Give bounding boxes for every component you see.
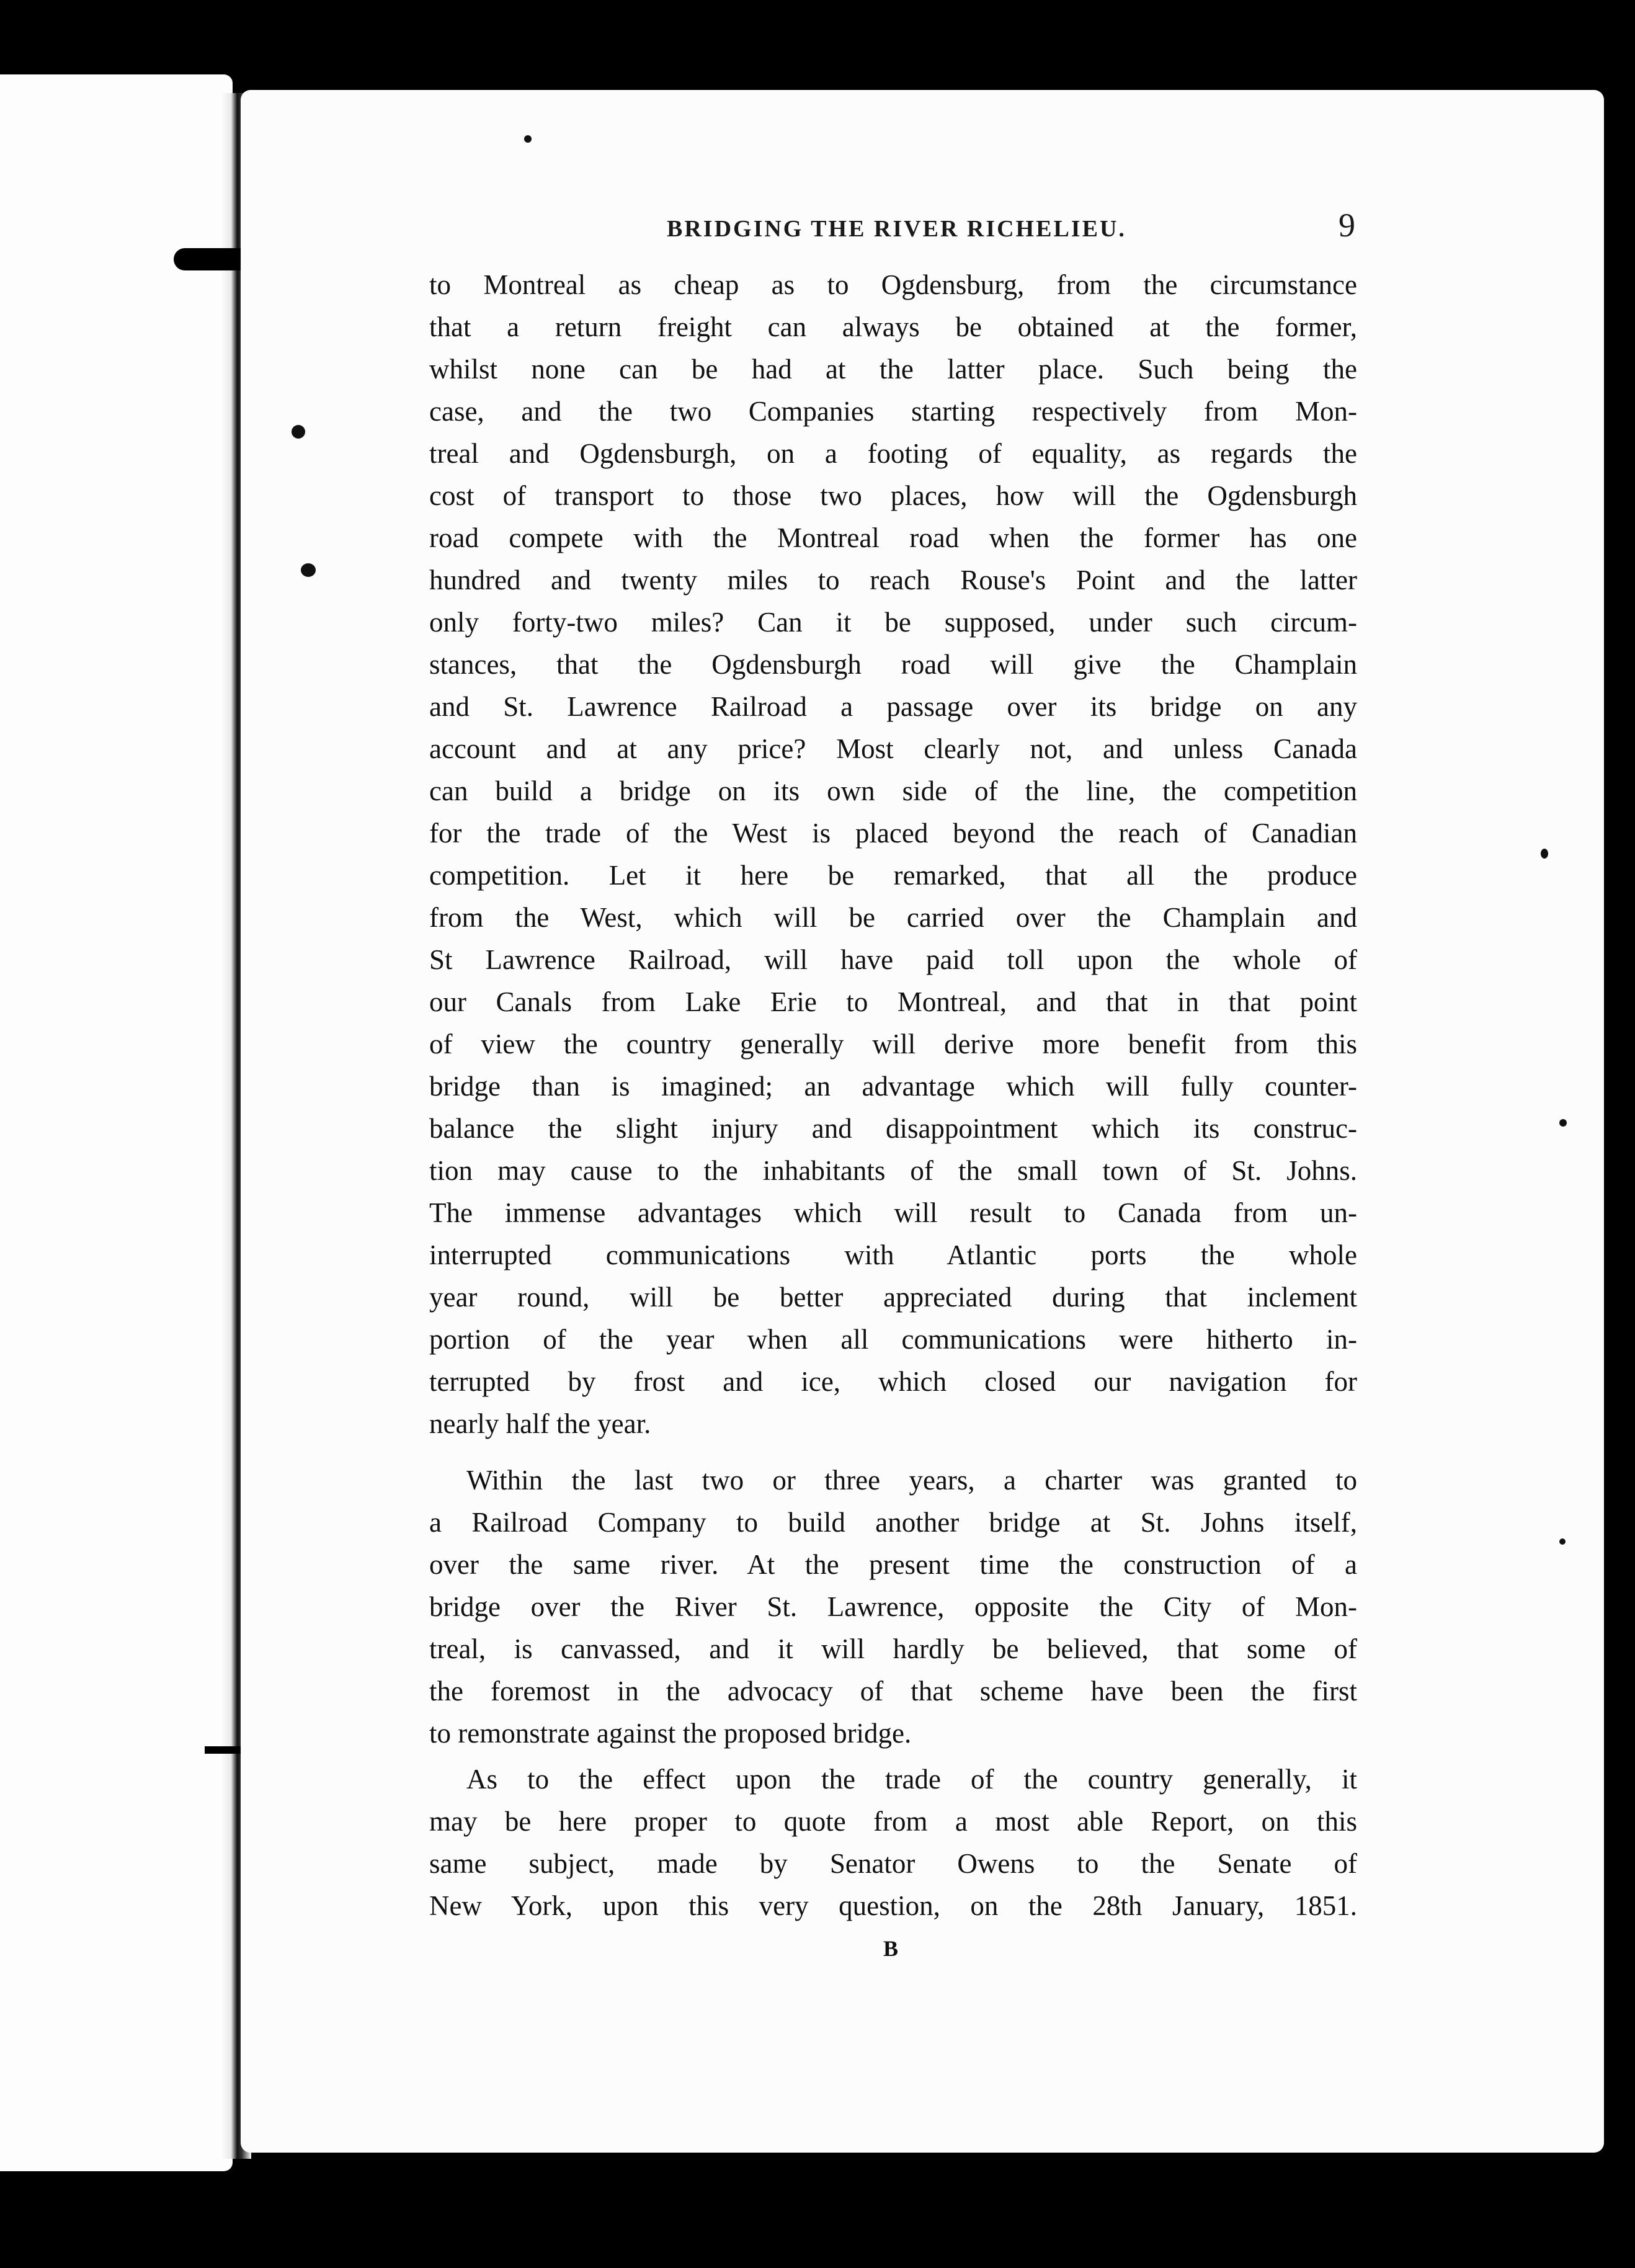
text-line: can build a bridge on its own side of the line, the competition [429,775,1357,806]
text-line: only forty-two miles? Can it be supposed, under such circum- [429,607,1357,638]
ink-speck [292,425,305,439]
text-line: The immense advantages which will result to Canada from un- [429,1197,1357,1228]
text-line: As to the effect upon the trade of the country generally, it [466,1764,1357,1795]
text-line: for the trade of the West is placed beyond the reach of Canadian [429,818,1357,849]
ink-speck [301,563,316,577]
text-line: terrupted by frost and ice, which closed our navigation for [429,1366,1357,1397]
page-number: 9 [1339,207,1355,244]
text-line: to Montreal as cheap as to Ogdensburg, from the circumstance [429,269,1357,300]
text-line: to remonstrate against the proposed bridge. [429,1718,912,1749]
text-line: hundred and twenty miles to reach Rouse's Point and the latter [429,565,1357,596]
text-line: interrupted communications with Atlantic ports the whole [429,1239,1357,1270]
text-line: treal, is canvassed, and it will hardly be believed, that some of [429,1633,1357,1664]
text-line: nearly half the year. [429,1408,651,1439]
ink-speck [524,135,532,143]
text-line: portion of the year when all communications were hitherto in- [429,1324,1357,1355]
text-line: our Canals from Lake Erie to Montreal, and that in that point [429,986,1357,1017]
text-line: account and at any price? Most clearly not, and unless Canada [429,733,1357,764]
text-line: that a return freight can always be obtained at the former, [429,311,1357,342]
text-line: the foremost in the advocacy of that scheme have been the first [429,1676,1357,1707]
text-line: from the West, which will be carried over the Champlain and [429,902,1357,933]
text-line: treal and Ogdensburgh, on a footing of equality, as regards the [429,438,1357,469]
text-line: a Railroad Company to build another bridge at St. Johns itself, [429,1507,1357,1538]
text-line: Within the last two or three years, a charter was granted to [466,1465,1357,1496]
signature-mark: B [883,1936,899,1961]
text-line: balance the slight injury and disappointment which its construc- [429,1113,1357,1144]
text-line: bridge over the River St. Lawrence, opposite the City of Mon- [429,1591,1357,1622]
text-line: stances, that the Ogdensburgh road will give the Champlain [429,649,1357,680]
text-line: year round, will be better appreciated during that inclement [429,1282,1357,1313]
text-line: may be here proper to quote from a most able Report, on this [429,1806,1357,1837]
text-line: bridge than is imagined; an advantage which will fully counter- [429,1071,1357,1102]
ink-speck [1559,1119,1567,1127]
text-line: tion may cause to the inhabitants of the small town of St. Johns. [429,1155,1357,1186]
text-line: whilst none can be had at the latter place. Such being the [429,354,1357,385]
text-line: cost of transport to those two places, how will the Ogdensburgh [429,480,1357,511]
text-line: St Lawrence Railroad, will have paid toll upon the whole of [429,944,1357,975]
text-line: road compete with the Montreal road when the former has one [429,522,1357,553]
text-line: of view the country generally will derive more benefit from this [429,1029,1357,1060]
previous-page-edge [0,74,233,2171]
text-line: case, and the two Companies starting respectively from Mon- [429,396,1357,427]
text-line: New York, upon this very question, on the 28th January, 1851. [429,1890,1357,1921]
text-line: over the same river. At the present time the construction of a [429,1549,1357,1580]
text-line: same subject, made by Senator Owens to the Senate of [429,1848,1357,1879]
ink-speck [1559,1538,1566,1545]
ink-speck [1541,849,1548,859]
running-head: BRIDGING THE RIVER RICHELIEU. [667,216,1126,242]
text-line: competition. Let it here be remarked, that all the produce [429,860,1357,891]
text-line: and St. Lawrence Railroad a passage over its bridge on any [429,691,1357,722]
